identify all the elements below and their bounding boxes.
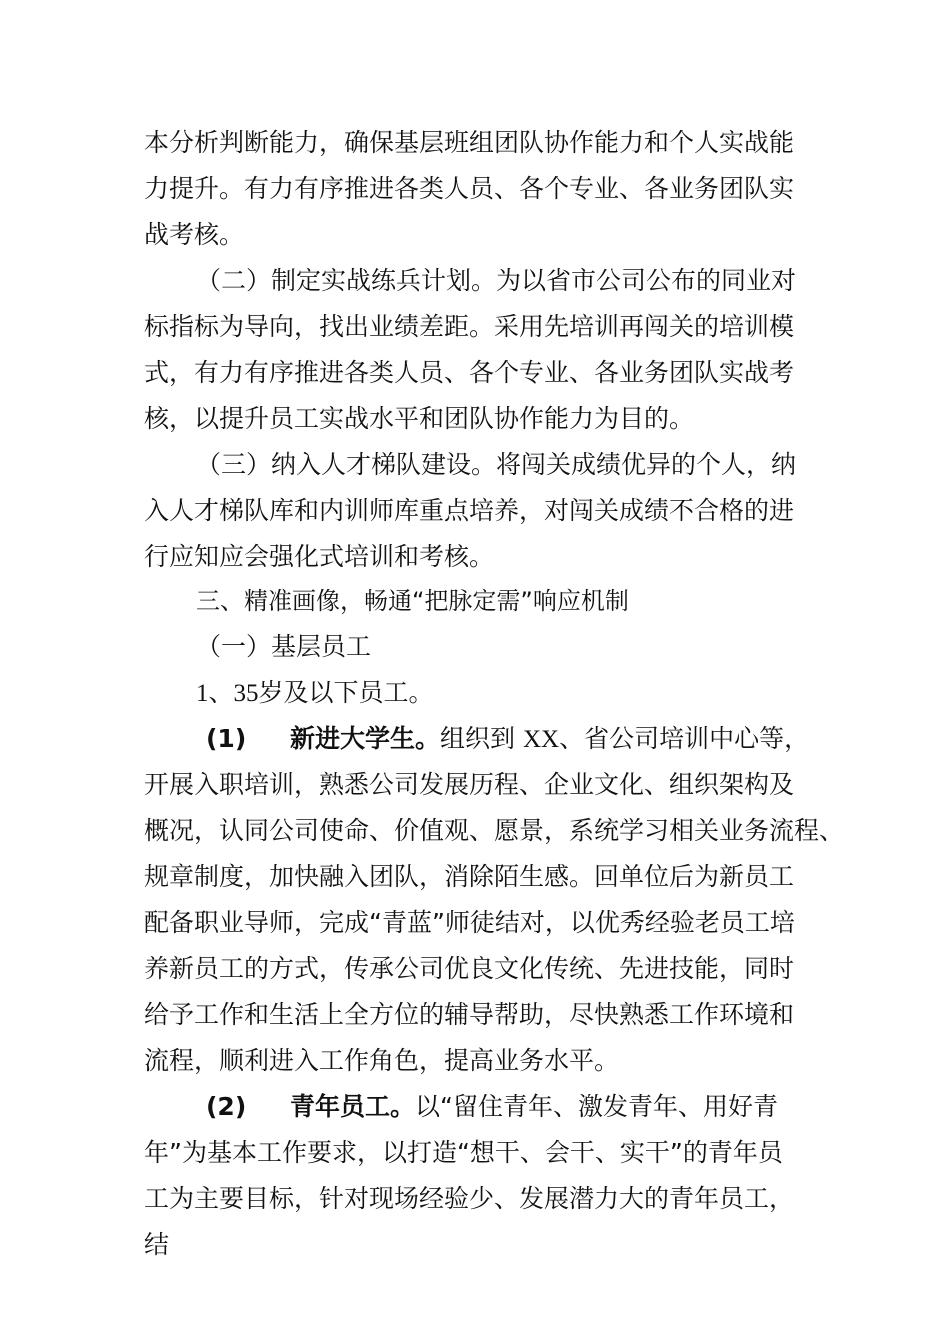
paragraph-line: 工为主要目标，针对现场经验少、发展潜力大的青年员工， [144, 1184, 795, 1213]
paragraph-text: 组织到 [440, 724, 523, 753]
item-title: 青年员工。 [290, 1092, 416, 1121]
section-heading: 三、精准画像，畅通“把脉定需”响应机制 [196, 587, 629, 615]
paragraph-line: 规章制度，加快融入团队，消除陌生感。回单位后为新员工 [144, 862, 795, 891]
paragraph-line: 标指标为导向，找出业绩差距。采用先培训再闯关的培训模 [144, 312, 795, 341]
paragraph-line: 本分析判断能力，确保基层班组团队协作能力和个人实战能 [144, 128, 795, 157]
item-number: (2) [206, 1092, 247, 1121]
paragraph-line [206, 722, 809, 756]
placeholder-text: XX [522, 726, 560, 753]
paragraph-text: 、省公司培训中心等， [559, 724, 810, 753]
paragraph-line: 力提升。有力有序推进各类人员、各个专业、各业务团队实 [144, 174, 795, 203]
list-item-heading [196, 676, 434, 710]
paragraph-line: 行应知应会强化式培训和考核。 [144, 542, 495, 571]
paragraph-text: 以“留住青年、激发青年、用好青 [415, 1092, 778, 1121]
paragraph-line: 配备职业导师，完成“青蓝”师徒结对，以优秀经验老员工培 [144, 908, 795, 937]
paragraph-line: 开展入职培训，熟悉公司发展历程、企业文化、组织架构及 [144, 770, 795, 799]
paragraph-line: 流程，顺利进入工作角色，提高业务水平。 [144, 1046, 620, 1075]
paragraph-line [206, 1090, 778, 1124]
list-item-text: 岁及以下员工。 [258, 678, 434, 707]
paragraph-line: 入人才梯队库和内训师库重点培养，对闯关成绩不合格的进 [144, 496, 795, 525]
paragraph-line: 给予工作和生活上全方位的辅导帮助，尽快熟悉工作环境和 [144, 1000, 795, 1029]
age-number: 35 [233, 680, 259, 707]
item-number: (1) [206, 724, 247, 753]
paragraph-line: 概况，认同公司使命、价值观、愿景，系统学习相关业务流程、 [144, 816, 845, 845]
paragraph-line: 年”为基本工作要求，以打造“想干、会干、实干”的青年员 [144, 1138, 783, 1167]
paragraph-line: （三）纳入人才梯队建设。将闯关成绩优异的个人，纳 [196, 450, 797, 479]
paragraph-line: （二）制定实战练兵计划。为以省市公司公布的同业对 [196, 266, 797, 295]
item-title: 新进大学生。 [290, 724, 441, 753]
paragraph-line: 结 [144, 1230, 170, 1259]
paragraph-line: 养新员工的方式，传承公司优良文化传统、先进技能，同时 [144, 954, 795, 983]
paragraph-line: 战考核。 [144, 220, 245, 249]
list-item-number: 1、 [196, 680, 234, 707]
paragraph-line: 核，以提升员工实战水平和团队协作能力为目的。 [144, 404, 695, 433]
paragraph-line: 式，有力有序推进各类人员、各个专业、各业务团队实战考 [144, 358, 795, 387]
subsection-heading: （一）基层员工 [196, 632, 372, 661]
